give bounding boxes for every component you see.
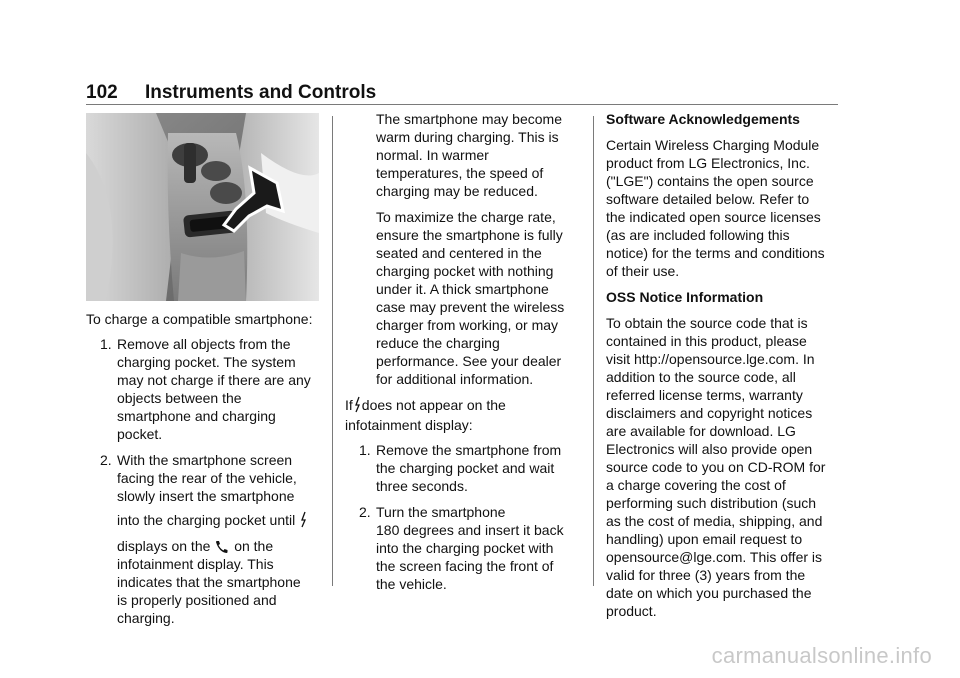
list-number: 2. xyxy=(100,452,112,468)
header-rule xyxy=(86,104,838,105)
list-item: 2. With the smartphone screen facing the rear of the vehicle, slowly insert the smartphone into the charging pocket until displays on the on the infotainment display. This indicates that the smartphone is properly positioned and charging. xyxy=(86,451,326,627)
charging-bolt-icon xyxy=(300,511,307,528)
page-header xyxy=(86,82,376,104)
charging-steps xyxy=(86,335,326,627)
troubleshoot-intro: If does not appear on the infotainment display: xyxy=(345,397,506,433)
list-number: 1. xyxy=(100,336,112,352)
charging-bolt-icon xyxy=(354,396,361,413)
section-heading: OSS Notice Information xyxy=(606,289,764,305)
troubleshoot-steps xyxy=(345,441,589,593)
page-number: 102 xyxy=(86,82,118,103)
phone-handset-icon xyxy=(215,540,229,554)
list-number: 1. xyxy=(359,442,371,458)
wireless-charging-photo xyxy=(86,113,319,301)
note-paragraph: To maximize the charge rate, ensure the smartphone is fully seated and centered in the charging pocket with nothing under it. A thick smartphone case may prevent the wireless charger from working, or may reduce the charging performance. See your dealer for additional information. xyxy=(376,209,565,387)
column-divider-right xyxy=(593,116,594,586)
list-number: 2. xyxy=(359,504,371,520)
list-item: 2. Turn the smartphone 180 degrees and insert it back into the charging pocket with the screen facing the front of the vehicle. xyxy=(359,504,564,592)
watermark: carmanualsonline.info xyxy=(711,643,932,668)
note-paragraph: The smartphone may become warm during charging. This is normal. In warmer temperatures, the speed of charging may be reduced. xyxy=(376,111,562,199)
list-item: 1. Remove all objects from the charging pocket. The system may not charge if there are any objects between the smartphone and charging pocket. xyxy=(100,336,311,442)
column-1 xyxy=(86,310,326,635)
column-3 xyxy=(606,110,846,620)
list-item: 1. Remove the smartphone from the charging pocket and wait three seconds. xyxy=(359,442,562,494)
intro-text: To charge a compatible smartphone: xyxy=(86,311,313,327)
section-title: Instruments and Controls xyxy=(144,82,377,103)
section-heading: Software Acknowledgements xyxy=(606,111,800,127)
column-2 xyxy=(345,110,589,601)
oss-paragraph: To obtain the source code that is contained in this product, please visit http://opensource.lge.com. In addition to the source code, all referred license terms, warranty disclaimers and copyright notices are available for download. LG Electronics will also provide open source code to you on CD-ROM for a charge covering the cost of performing such distribution (such as the cost of media, shipping, and handling) upon email request to opensource@lge.com. This offer is valid for three (3) years from the date on which you purchased the product. xyxy=(606,315,826,619)
column-divider-left xyxy=(332,116,333,586)
acknowledgement-paragraph: Certain Wireless Charging Module product from LG Electronics, Inc. ("LGE") contains the open source software detailed below. Refer to the indicated open source licenses (as are included following this notice) for the terms and conditions of their use. xyxy=(606,137,825,279)
